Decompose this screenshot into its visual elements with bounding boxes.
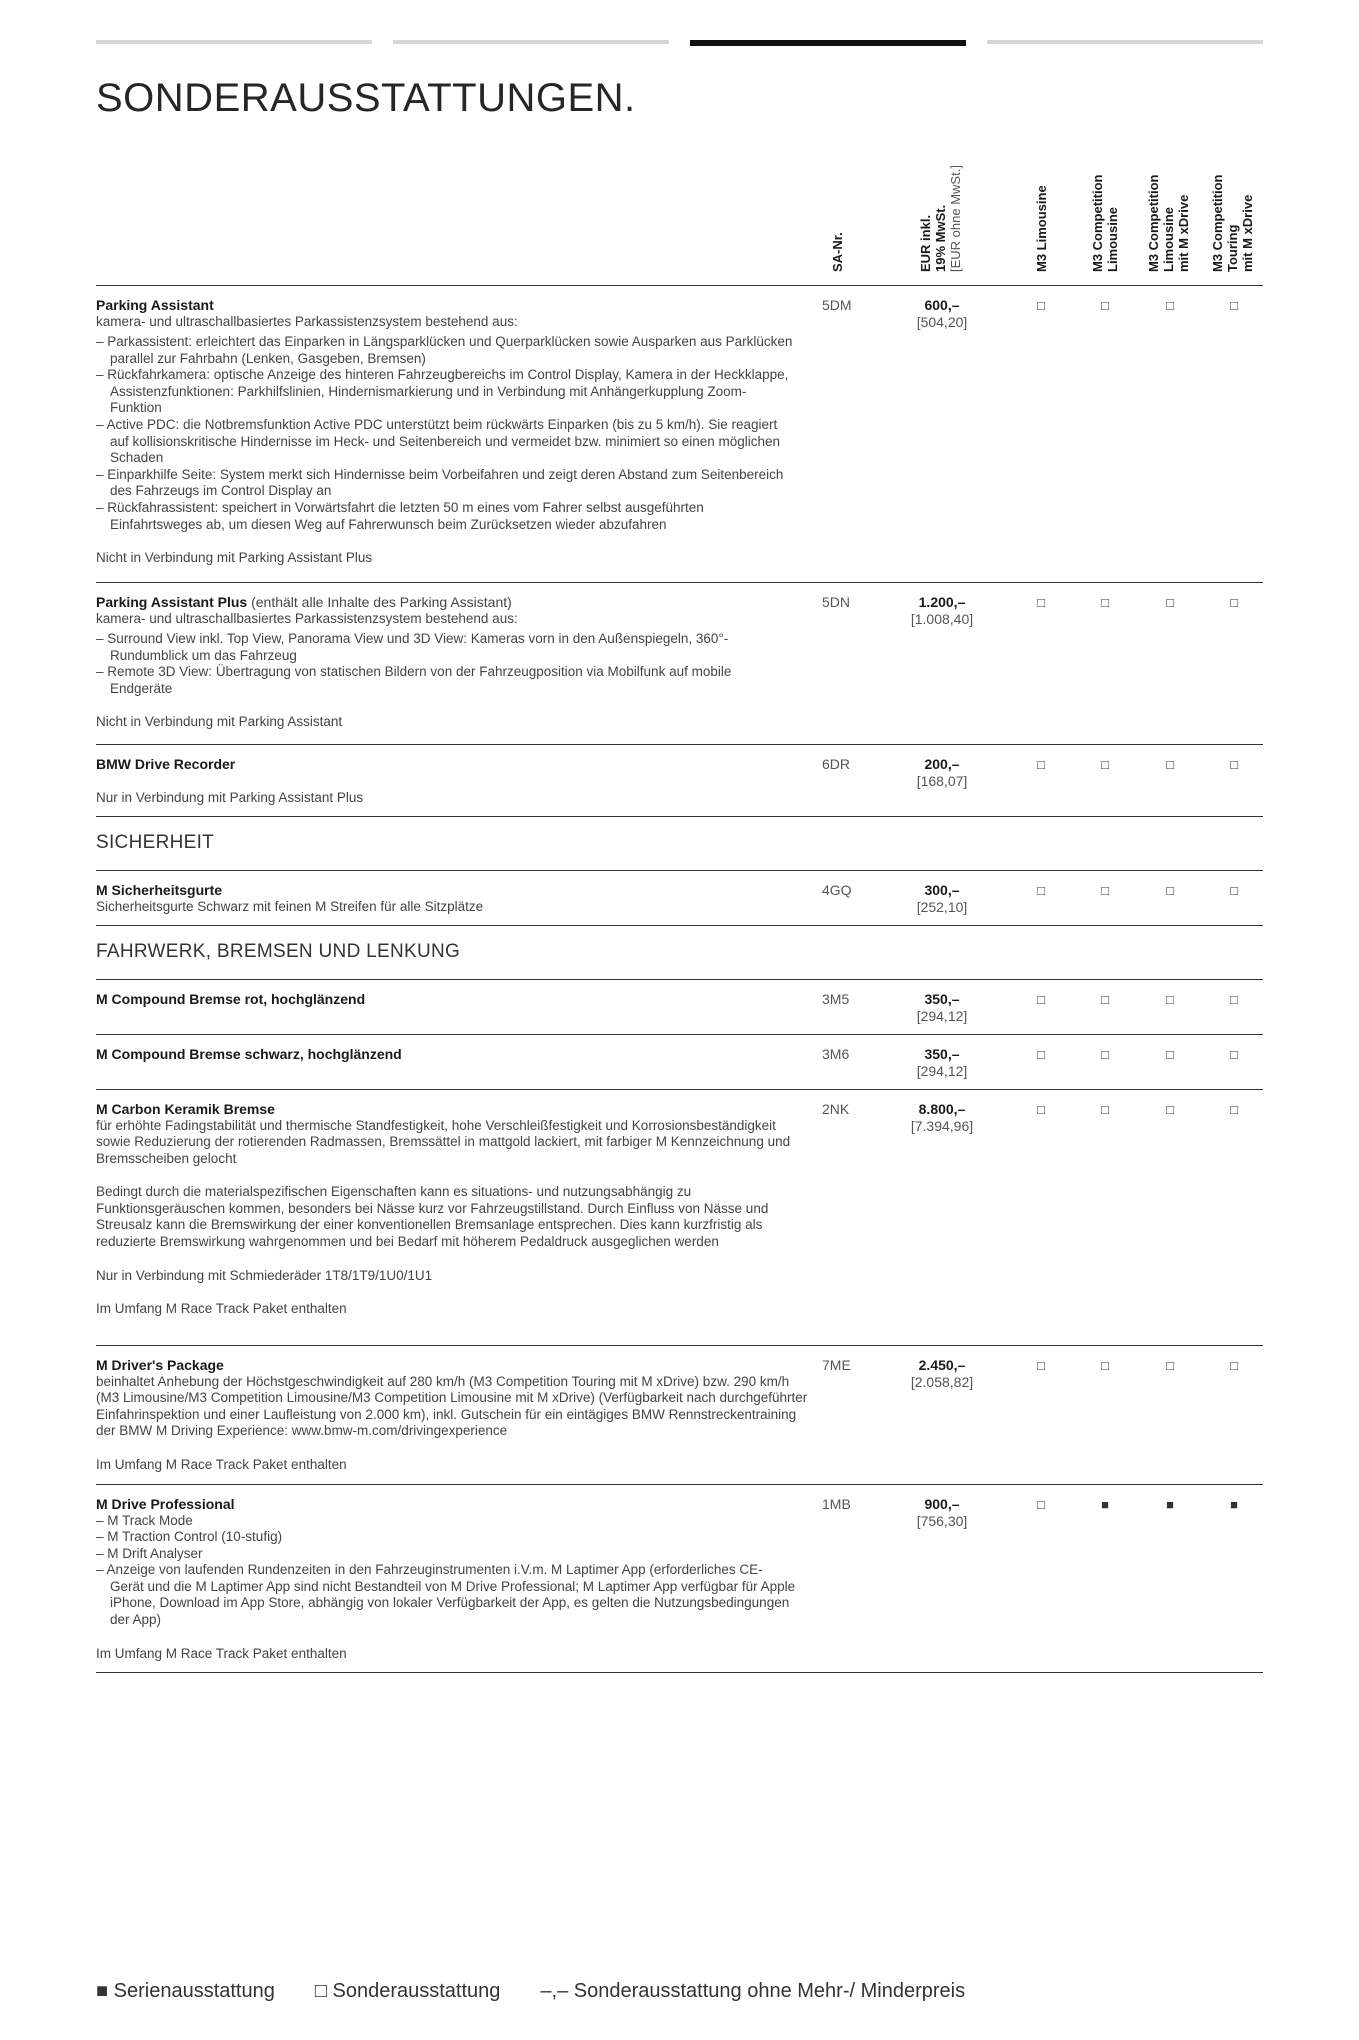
availability-mark: □ xyxy=(1037,1047,1045,1062)
column-header-m3-competition-limousine-xdrive: M3 Competition Limousine mit M xDrive xyxy=(1146,174,1191,272)
list-item: – M Traction Control (10-stufig) xyxy=(96,1529,796,1546)
availability-mark: □ xyxy=(1037,1102,1045,1117)
page-title: SONDERAUSSTATTUNGEN. xyxy=(96,76,636,120)
price-net: [168,07] xyxy=(916,773,968,789)
availability-mark: □ xyxy=(1166,883,1174,898)
row-parking-assistant xyxy=(96,297,796,567)
progress-segment-4 xyxy=(987,40,1263,44)
availability-mark: □ xyxy=(1230,1358,1238,1373)
item-description-disclaimer: Bedingt durch die materialspezifischen Eigenschaften kann es situations- und nutzungsabhängig zu Funktionsgeräuschen kommen, besonders bei Nässe kurz vor Fahrzeugstillstand. Durch Einfluss von Nässe und Streusalz kann die Bremswirkung der einer konventionellen Bremsanlage entsprechen. Dies kann kurzfristig als reduzierte Bremswirkung wahrgenommen und bei Bedarf mit höherem Pedaldruck ausgeglichen werden xyxy=(96,1184,769,1250)
column-header-sa-nr: SA-Nr. xyxy=(830,232,845,272)
item-title: M Compound Bremse rot, hochglänzend xyxy=(96,991,366,1007)
column-header-m3-competition-limousine: M3 Competition Limousine xyxy=(1090,174,1120,272)
item-title: M Sicherheitsgurte xyxy=(96,882,223,898)
availability-mark: □ xyxy=(1230,1047,1238,1062)
list-item: – Einparkhilfe Seite: System merkt sich Hindernisse beim Vorbeifahren und zeigt deren Abstand zum Seitenbereich des Fahrzeugs im Control Display an xyxy=(96,467,796,500)
price-net: [504,20] xyxy=(916,314,968,330)
availability-mark: □ xyxy=(1166,1047,1174,1062)
availability-mark: □ xyxy=(1037,992,1045,1007)
price-cell xyxy=(880,756,1004,790)
price-gross: 900,– xyxy=(924,1496,960,1512)
page-progress-bar xyxy=(96,40,1263,46)
sa-code: 7ME xyxy=(822,1357,851,1373)
price-cell xyxy=(880,1496,1004,1530)
availability-mark: □ xyxy=(1101,1358,1109,1373)
availability-mark: □ xyxy=(1037,298,1045,313)
item-title-line xyxy=(96,594,796,611)
sa-code: 1MB xyxy=(822,1496,851,1512)
list-item: – M Drift Analyser xyxy=(96,1546,796,1563)
legend-no-charge: –,– Sonderausstattung ohne Mehr-/ Minderpreis xyxy=(540,1980,966,2002)
item-note: Nur in Verbindung mit Schmiederäder 1T8/1T9/1U0/1U1 xyxy=(96,1267,433,1283)
price-net: [294,12] xyxy=(916,1008,968,1024)
list-item: – Active PDC: die Notbremsfunktion Active PDC unterstützt beim rückwärts Einparken (bis zu 5 km/h). Sie reagiert auf kollisionskritische Hindernisse im Heck- und Seitenbereich und vermeidet bzw. minimiert so einen möglichen Schaden xyxy=(96,417,796,467)
availability-mark: □ xyxy=(1037,1497,1045,1512)
row-drivers-package xyxy=(96,1357,808,1473)
price-gross: 350,– xyxy=(924,1046,960,1062)
sa-code: 2NK xyxy=(822,1101,850,1117)
row-parking-assistant-plus xyxy=(96,594,796,731)
row-divider xyxy=(96,1484,1263,1485)
availability-mark: □ xyxy=(1230,298,1238,313)
row-brake-red xyxy=(96,991,796,1008)
price-gross: 350,– xyxy=(924,991,960,1007)
price-net: [252,10] xyxy=(916,899,968,915)
legend xyxy=(96,1980,965,2003)
price-gross: 600,– xyxy=(924,297,960,313)
column-header-m3-competition-touring-xdrive: M3 Competition Touring mit M xDrive xyxy=(1210,174,1255,272)
item-title: M Driver's Package xyxy=(96,1357,224,1373)
availability-mark: □ xyxy=(1101,992,1109,1007)
item-bullets xyxy=(96,334,796,533)
section-divider xyxy=(96,979,1263,980)
sa-code: 4GQ xyxy=(822,882,852,898)
availability-mark: ■ xyxy=(1230,1497,1238,1512)
row-drive-recorder xyxy=(96,756,796,806)
item-title-suffix: (enthält alle Inhalte des Parking Assistant) xyxy=(247,594,512,610)
sa-code: 3M6 xyxy=(822,1046,850,1062)
item-bullets xyxy=(96,631,796,697)
availability-mark: ■ xyxy=(1101,1497,1109,1512)
availability-mark: □ xyxy=(1101,1102,1109,1117)
price-gross: 300,– xyxy=(924,882,960,898)
availability-mark: □ xyxy=(1166,757,1174,772)
price-cell xyxy=(880,1357,1004,1391)
column-header-m3-limousine: M3 Limousine xyxy=(1034,185,1049,272)
availability-mark: □ xyxy=(1230,992,1238,1007)
item-note: Nicht in Verbindung mit Parking Assistant xyxy=(96,714,343,730)
availability-mark: □ xyxy=(1230,1102,1238,1117)
item-title: Parking Assistant xyxy=(96,297,214,313)
section-heading-chassis: FAHRWERK, BREMSEN UND LENKUNG xyxy=(96,941,461,962)
availability-mark: □ xyxy=(1101,757,1109,772)
list-item: – Remote 3D View: Übertragung von statischen Bildern von der Fahrzeugposition via Mobilfunk auf mobile Endgeräte xyxy=(96,664,796,697)
list-item: – Parkassistent: erleichtert das Einparken in Längsparklücken und Querparklücken sowie Ausparken aus Parklücken parallel zur Fahrbahn (Lenken, Gasgeben, Bremsen) xyxy=(96,334,796,367)
sa-code: 3M5 xyxy=(822,991,850,1007)
list-item: – Surround View inkl. Top View, Panorama View und 3D View: Kameras vorn in den Außenspiegeln, 360°-Rundumblick um das Fahrzeug xyxy=(96,631,796,664)
price-gross: 2.450,– xyxy=(918,1357,966,1373)
row-divider xyxy=(96,582,1263,583)
price-net: [1.008,40] xyxy=(910,611,974,627)
availability-mark: □ xyxy=(1166,595,1174,610)
price-net: [2.058,82] xyxy=(910,1374,974,1390)
item-bullets xyxy=(96,1513,796,1629)
list-item: – M Track Mode xyxy=(96,1513,796,1530)
item-note: Nur in Verbindung mit Parking Assistant Plus xyxy=(96,789,364,805)
item-title: M Compound Bremse schwarz, hochglänzend xyxy=(96,1046,402,1062)
sa-code: 6DR xyxy=(822,756,851,772)
price-cell xyxy=(880,991,1004,1025)
progress-segment-1 xyxy=(96,40,372,44)
availability-mark: □ xyxy=(1101,595,1109,610)
availability-mark: □ xyxy=(1166,992,1174,1007)
item-intro: kamera- und ultraschallbasiertes Parkassistenzsystem bestehend aus: xyxy=(96,610,518,626)
list-item: – Rückfahrassistent: speichert in Vorwärtsfahrt die letzten 50 m eines vom Fahrer selbst ausgeführten Einfahrtsweges ab, um diesen Weg auf Fahrerwunsch beim Zurücksetzen wieder abzufahren xyxy=(96,500,796,533)
price-gross: 8.800,– xyxy=(918,1101,966,1117)
availability-mark: □ xyxy=(1166,1102,1174,1117)
item-description: Sicherheitsgurte Schwarz mit feinen M Streifen für alle Sitzplätze xyxy=(96,898,484,914)
availability-mark: □ xyxy=(1101,1047,1109,1062)
item-title: M Carbon Keramik Bremse xyxy=(96,1101,275,1117)
item-intro: kamera- und ultraschallbasiertes Parkassistenzsystem bestehend aus: xyxy=(96,313,518,329)
availability-mark: □ xyxy=(1230,883,1238,898)
price-cell xyxy=(880,882,1004,916)
progress-segment-2 xyxy=(393,40,669,44)
column-header-price: EUR inkl. 19% MwSt. [EUR ohne MwSt.] xyxy=(918,165,963,272)
row-divider xyxy=(96,744,1263,745)
row-divider xyxy=(96,1345,1263,1346)
availability-mark: □ xyxy=(1037,883,1045,898)
price-cell xyxy=(880,1101,1004,1135)
section-divider xyxy=(96,870,1263,871)
item-description: für erhöhte Fadingstabilität und thermische Standfestigkeit, hohe Verschleißfestigkeit und Korrosionsbeständigkeit sowie Reduzierung der rotierenden Radmassen, Bremssättel in mattgold lackiert, mit farbiger M Kennzeichnung und Bremsscheiben gelocht xyxy=(96,1117,791,1166)
availability-mark: □ xyxy=(1101,883,1109,898)
availability-mark: □ xyxy=(1166,298,1174,313)
availability-mark: □ xyxy=(1166,1358,1174,1373)
item-title: M Drive Professional xyxy=(96,1496,235,1512)
item-title: BMW Drive Recorder xyxy=(96,756,236,772)
sa-code: 5DN xyxy=(822,594,851,610)
progress-segment-3-active xyxy=(690,40,966,46)
availability-mark: □ xyxy=(1037,1358,1045,1373)
availability-mark: ■ xyxy=(1166,1497,1174,1512)
list-item: – Anzeige von laufenden Rundenzeiten in den Fahrzeuginstrumenten i.V.m. M Laptimer App (erforderliches CE-Gerät und die M Laptimer App sind nicht Bestandteil von M Drive Professional; M Laptimer App verfügbar für Apple iPhone, Download im App Store, abhängig von lokaler Verfügbarkeit der App, es gelten die Nutzungsbedingungen der App) xyxy=(96,1562,796,1628)
legend-optional: □ Sonderausstattung xyxy=(314,1980,501,2002)
price-cell xyxy=(880,1046,1004,1080)
item-note: Im Umfang M Race Track Paket enthalten xyxy=(96,1456,347,1472)
item-title: Parking Assistant Plus xyxy=(96,594,248,610)
sa-code: 5DM xyxy=(822,297,852,313)
item-description: beinhaltet Anhebung der Höchstgeschwindigkeit auf 280 km/h (M3 Competition Touring mit M xDrive) bzw. 290 km/h (M3 Limousine/M3 Competition Limousine/M3 Competition Limousine mit M xDrive) (Verfügbarkeit nach durchgeführter Einfahrinspektion und einer Laufleistung von 2.000 km), inkl. Gutschein für ein eintägiges BMW Rennstreckentraining der BMW M Driving Experience: www.bmw-m.com/drivingexperience xyxy=(96,1373,808,1439)
row-divider xyxy=(96,1089,1263,1090)
row-drive-professional xyxy=(96,1496,796,1662)
row-carbon-brake xyxy=(96,1101,796,1318)
list-item: – Rückfahrkamera: optische Anzeige des hinteren Fahrzeugbereichs im Control Display, Kamera in der Heckklappe, Assistenzfunktionen: Parkhilfslinien, Hindernismarkierung und in Verbindung mit Anhängerkupplung Zoom-Funktion xyxy=(96,367,796,417)
row-seatbelts xyxy=(96,882,796,915)
row-brake-black xyxy=(96,1046,796,1063)
price-cell xyxy=(880,297,1004,331)
price-net: [294,12] xyxy=(916,1063,968,1079)
section-heading-safety: SICHERHEIT xyxy=(96,832,215,853)
legend-standard: ■ Serienausstattung xyxy=(96,1980,275,2002)
row-divider xyxy=(96,816,1263,817)
availability-mark: □ xyxy=(1101,298,1109,313)
item-note: Im Umfang M Race Track Paket enthalten xyxy=(96,1301,347,1317)
availability-mark: □ xyxy=(1037,595,1045,610)
header-rule xyxy=(96,285,1263,286)
row-divider xyxy=(96,1672,1263,1673)
row-divider xyxy=(96,1034,1263,1035)
price-net: [756,30] xyxy=(916,1513,968,1529)
price-net: [7.394,96] xyxy=(910,1118,974,1134)
price-gross: 1.200,– xyxy=(918,594,966,610)
row-divider xyxy=(96,925,1263,926)
availability-mark: □ xyxy=(1230,595,1238,610)
item-note: Im Umfang M Race Track Paket enthalten xyxy=(96,1645,347,1661)
price-cell xyxy=(880,594,1004,628)
availability-mark: □ xyxy=(1037,757,1045,772)
price-gross: 200,– xyxy=(924,756,960,772)
item-note: Nicht in Verbindung mit Parking Assistant Plus xyxy=(96,550,373,566)
availability-mark: □ xyxy=(1230,757,1238,772)
